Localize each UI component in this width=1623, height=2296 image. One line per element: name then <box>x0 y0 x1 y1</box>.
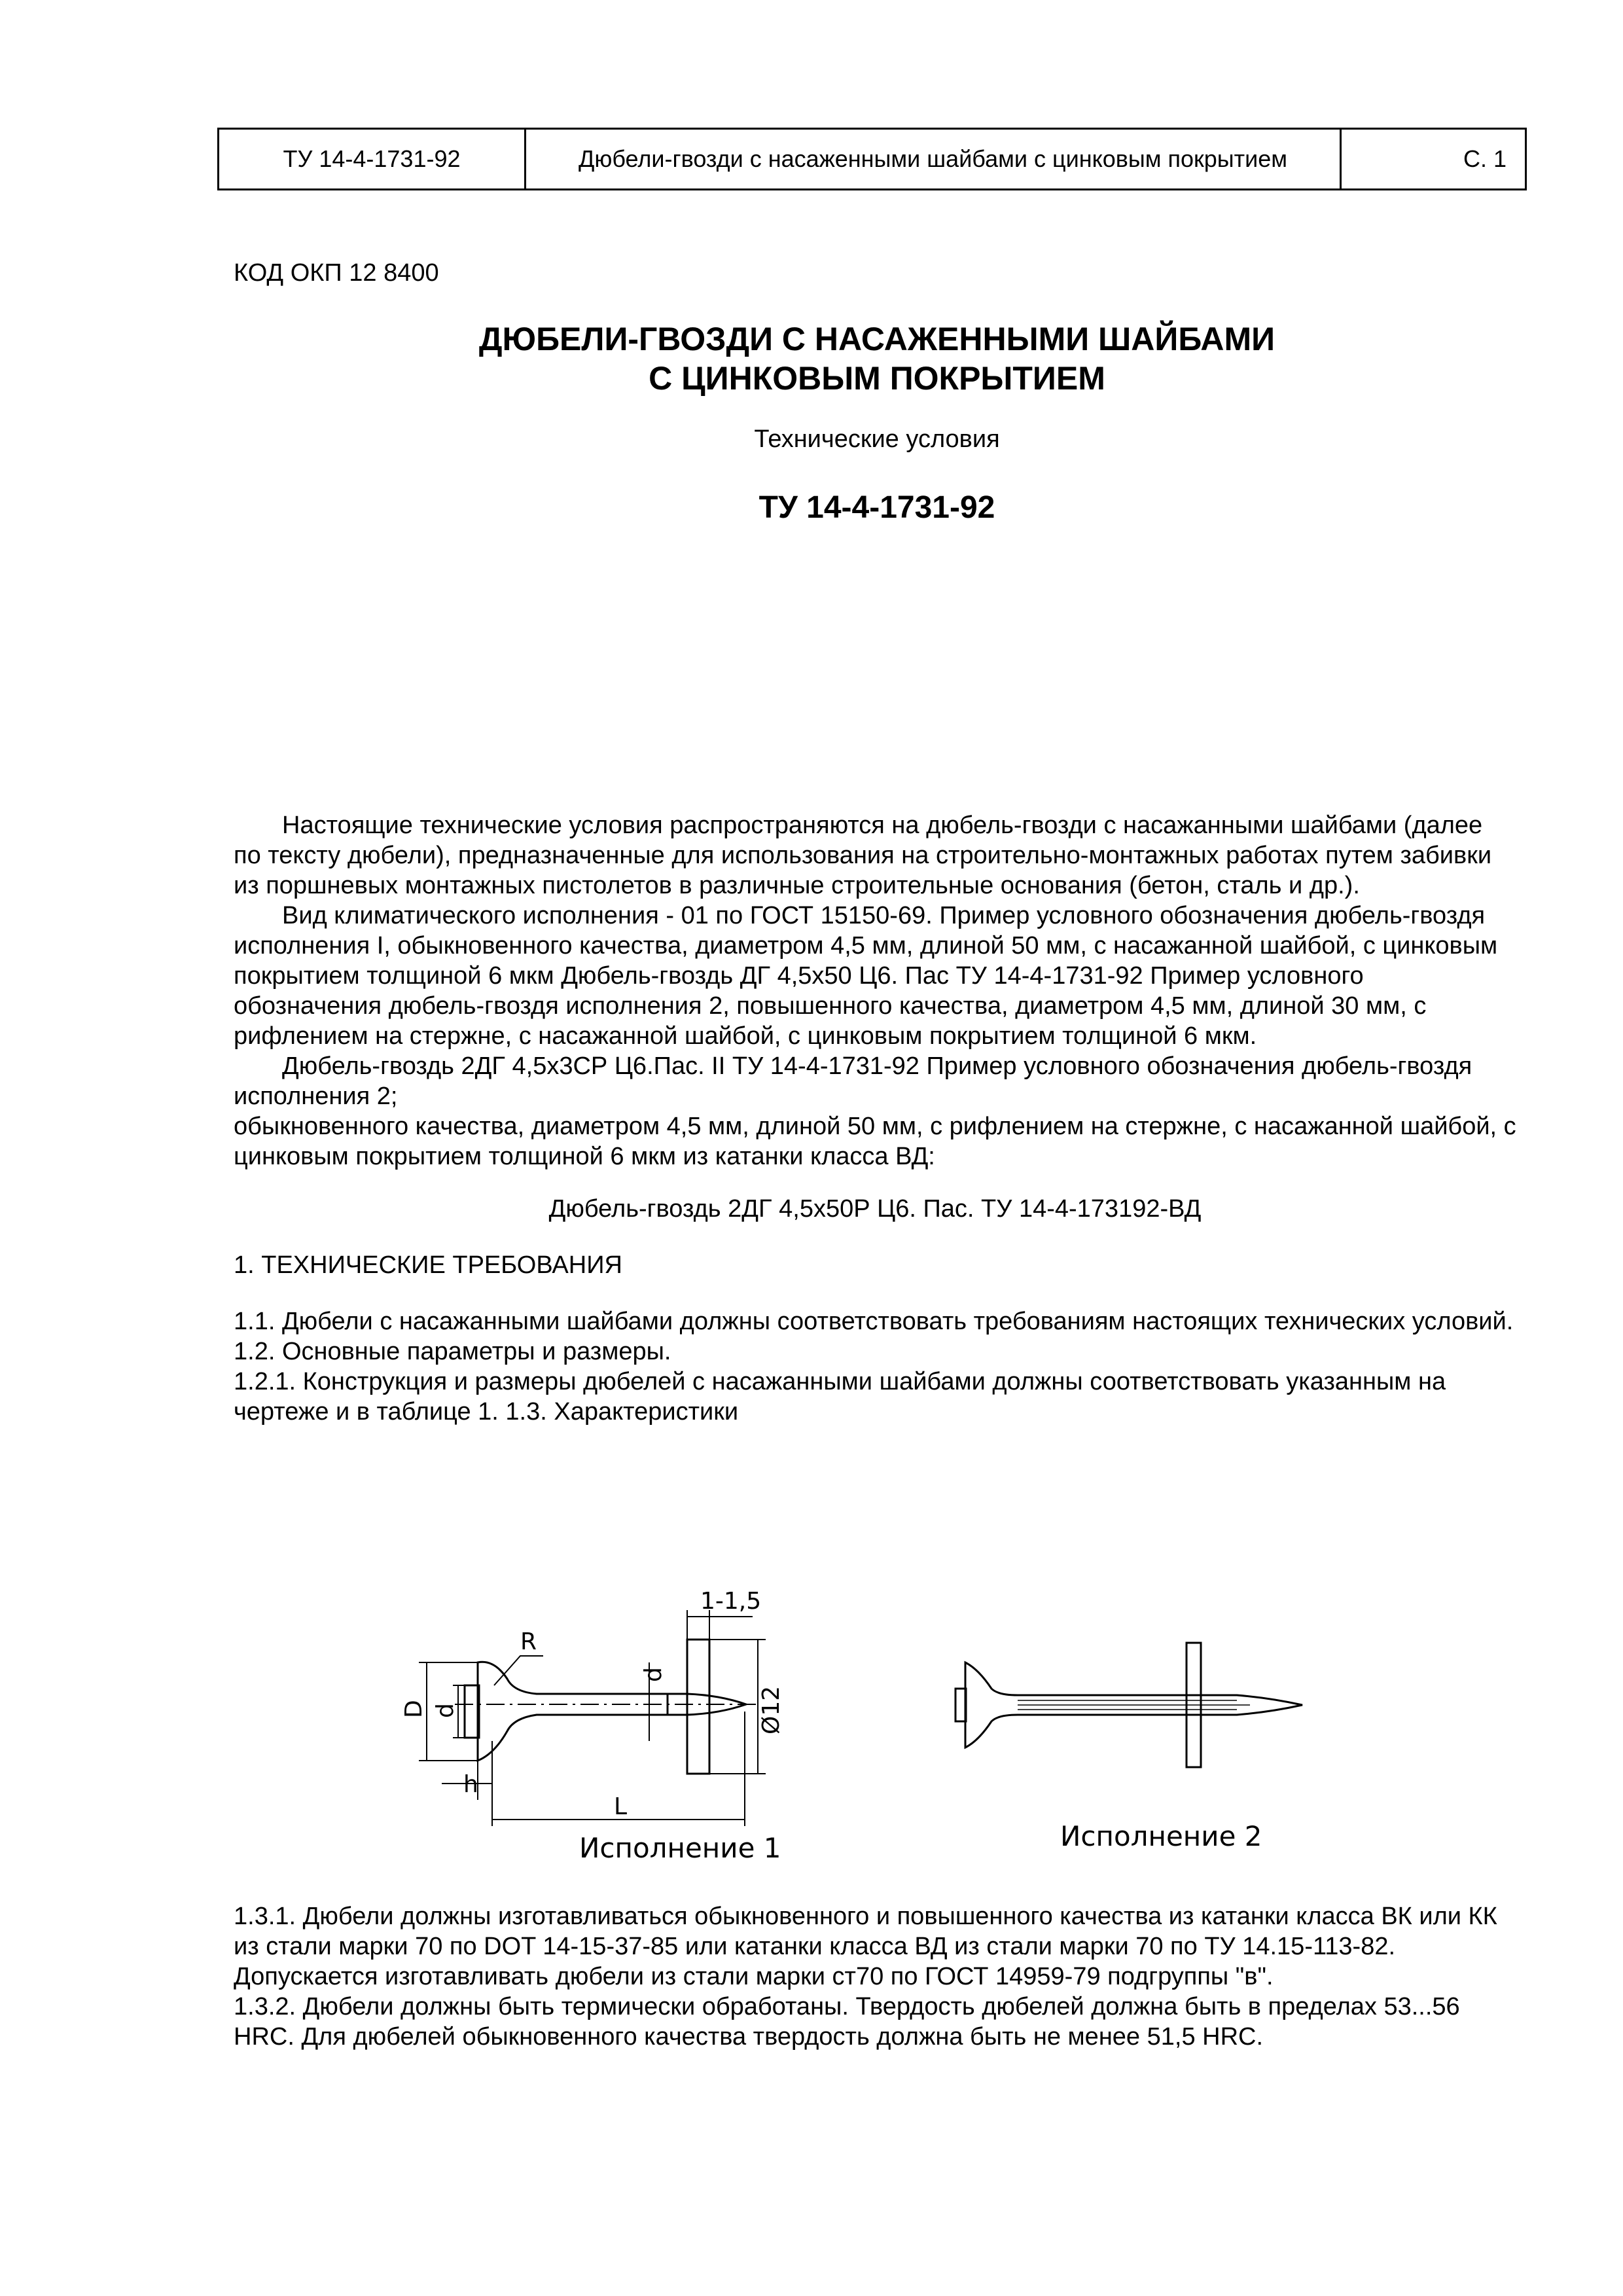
intro-section <box>234 810 1516 1427</box>
header-page-number: С. 1 <box>1463 145 1507 172</box>
header-doc-code: ТУ 14-4-1731-92 <box>219 130 526 188</box>
intro-paragraph-3: Дюбель-гвоздь 2ДГ 4,5х3СР Ц6.Пас. II ТУ 14-4-1731-92 Пример условного обозначения дюбель-гвоздя исполнения 2; <box>234 1052 1472 1110</box>
header-doc-title: Дюбели-гвозди с насаженными шайбами с цинковым покрытием <box>526 130 1342 188</box>
section-1-3 <box>234 1901 1516 2052</box>
clause-1-2-1: 1.2.1. Конструкция и размеры дюбелей с насажанными шайбами должны соответствовать указанным на чертеже и в таблице 1. 1.3. Характеристики <box>234 1368 1446 1426</box>
clause-1-1: 1.1. Дюбели с насажанными шайбами должны соответствовать требованиям настоящих технических условий. <box>234 1308 1514 1335</box>
intro-paragraph-2: Вид климатического исполнения - 01 по ГОСТ 15150-69. Пример условного обозначения дюбель-гвоздя исполнения I, обыкновенного качества, диаметром 4,5 мм, длиной 50 мм, с насажанной шайбой, с цинковым покрытием толщиной 6 мкм Дюбель-гвоздь ДГ 4,5х50 Ц6. Пас ТУ 14-4-1731-92 Пример условного обозначения дюбель-гвоздя исполнения 2, повышенного качества, диаметром 4,5 мм, длиной 30 мм, с рифлением на стержне, с насажанной шайбой, с цинковым покрытием толщиной 6 мкм. <box>234 902 1498 1050</box>
label-d-head: d <box>432 1703 459 1718</box>
clause-1-3-1: 1.3.1. Дюбели должны изготавливаться обыкновенного и повышенного качества из катанки класса ВК или КК из стали марки 70 по DOT 14-15-37-85 или катанки класса ВД из стали марки 70 по ТУ 14.15-113-82. Допускается изготавливать дюбели из стали марки ст70 по ГОСТ 14959-79 подгруппы "в". <box>234 1903 1497 1990</box>
okp-code: КОД ОКП 12 8400 <box>234 259 439 287</box>
label-diameter: Ø12 <box>758 1685 785 1734</box>
document-title <box>327 319 1427 398</box>
document-number: ТУ 14-4-1731-92 <box>758 490 995 525</box>
label-washer-thickness: 1-1,5 <box>700 1588 762 1615</box>
page-header-table <box>217 128 1527 190</box>
document-title-line1: ДЮБЕЛИ-ГВОЗДИ С НАСАЖЕННЫМИ ШАЙБАМИ <box>478 321 1275 357</box>
section1-heading: 1. ТЕХНИЧЕСКИЕ ТРЕБОВАНИЯ <box>234 1251 622 1279</box>
variant-2-drawing <box>955 1643 1302 1767</box>
label-h: h <box>463 1771 478 1798</box>
intro-paragraph-4: обыкновенного качества, диаметром 4,5 мм, длиной 50 мм, с рифлением на стержне, с насажанной шайбой, с цинковым покрытием толщиной 6 мкм из катанки класса ВД: <box>234 1113 1516 1170</box>
label-D: D <box>401 1700 427 1718</box>
caption-variant-2: Исполнение 2 <box>1060 1820 1262 1852</box>
label-L: L <box>614 1793 628 1820</box>
label-R: R <box>520 1628 537 1655</box>
document-subtitle: Технические условия <box>754 425 1000 453</box>
dowel-drawing <box>380 1584 1361 1872</box>
caption-variant-1: Исполнение 1 <box>579 1832 781 1864</box>
label-d-shank: d <box>640 1667 667 1682</box>
clause-1-2: 1.2. Основные параметры и размеры. <box>234 1338 671 1365</box>
designation-example: Дюбель-гвоздь 2ДГ 4,5х50Р Ц6. Пас. ТУ 14-4-173192-ВД <box>548 1195 1202 1223</box>
clause-1-3-2: 1.3.2. Дюбели должны быть термически обработаны. Твердость дюбелей должна быть в пределах 53...56 HRC. Для дюбелей обыкновенного качества твердость должна быть не менее 51,5 HRC. <box>234 1993 1460 2051</box>
document-title-line2: С ЦИНКОВЫМ ПОКРЫТИЕМ <box>649 360 1105 397</box>
intro-paragraph-1: Настоящие технические условия распространяются на дюбель-гвозди с насажанными шайбами (далее по тексту дюбели), предназначенные для использования на строительно-монтажных работах путем забивки из поршневых монтажных пистолетов в различные строительные основания (бетон, сталь и др.). <box>234 812 1492 899</box>
